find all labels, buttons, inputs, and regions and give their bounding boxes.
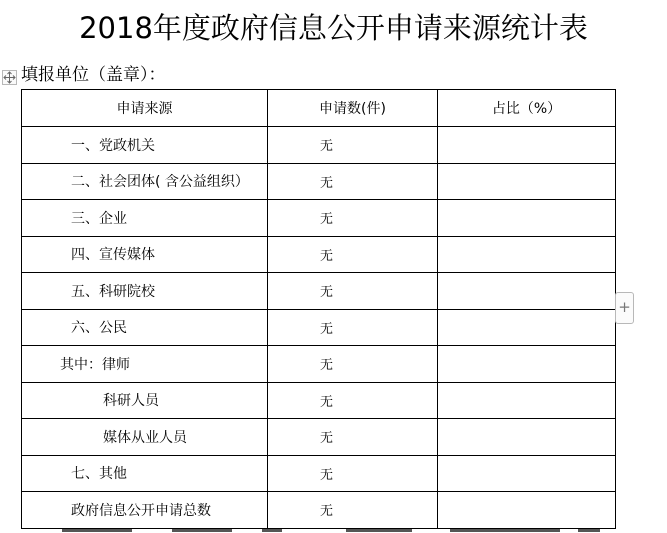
row-ratio-cell[interactable]	[438, 346, 616, 383]
row-ratio-cell[interactable]	[438, 309, 616, 346]
row-count-cell[interactable]: 无	[268, 346, 438, 383]
row-count-cell[interactable]: 无	[268, 492, 438, 529]
table-row	[22, 200, 616, 237]
clipped-next-line	[0, 529, 667, 533]
table-row	[22, 455, 616, 492]
table-row	[22, 419, 616, 456]
row-ratio-cell[interactable]	[438, 382, 616, 419]
row-ratio-cell[interactable]	[438, 200, 616, 237]
table-row	[22, 273, 616, 310]
table-row-total	[22, 492, 616, 529]
row-ratio-cell[interactable]	[438, 127, 616, 164]
table-row	[22, 382, 616, 419]
row-count-cell[interactable]: 无	[268, 419, 438, 456]
move-arrows-icon	[3, 71, 16, 84]
row-source-cell[interactable]: 媒体从业人员	[22, 419, 268, 456]
row-count-cell[interactable]: 无	[268, 200, 438, 237]
row-source-cell[interactable]: 六、公民	[22, 309, 268, 346]
header-count: 申请数(件)	[268, 90, 438, 127]
row-source-cell[interactable]: 七、其他	[22, 455, 268, 492]
row-source-cell[interactable]: 二、社会团体( 含公益组织）	[22, 163, 268, 200]
row-count-cell[interactable]: 无	[268, 309, 438, 346]
row-source-cell[interactable]: 其中：律师	[22, 346, 268, 383]
row-count-cell[interactable]: 无	[268, 273, 438, 310]
row-ratio-cell[interactable]	[438, 455, 616, 492]
row-count-cell[interactable]: 无	[268, 455, 438, 492]
row-count-cell[interactable]: 无	[268, 163, 438, 200]
table-row	[22, 346, 616, 383]
table-move-handle[interactable]	[2, 70, 17, 85]
header-source: 申请来源	[22, 90, 268, 127]
row-count-cell[interactable]: 无	[268, 236, 438, 273]
add-row-button[interactable]: +	[615, 292, 634, 324]
reporting-unit-label: 填报单位（盖章）：	[21, 65, 166, 85]
header-ratio: 占比（%）	[438, 90, 616, 127]
row-source-cell[interactable]: 一、党政机关	[22, 127, 268, 164]
row-count-cell[interactable]: 无	[268, 382, 438, 419]
row-source-cell[interactable]: 科研人员	[22, 382, 268, 419]
table-row	[22, 127, 616, 164]
row-count-cell[interactable]: 无	[268, 127, 438, 164]
table-row	[22, 163, 616, 200]
row-ratio-cell[interactable]	[438, 273, 616, 310]
row-ratio-cell[interactable]	[438, 236, 616, 273]
row-source-cell[interactable]: 政府信息公开申请总数	[22, 492, 268, 529]
table-row	[22, 236, 616, 273]
row-source-cell[interactable]: 四、宣传媒体	[22, 236, 268, 273]
row-ratio-cell[interactable]	[438, 492, 616, 529]
row-ratio-cell[interactable]	[438, 163, 616, 200]
document-title: 2018年度政府信息公开申请来源统计表	[79, 11, 588, 45]
table-row	[22, 309, 616, 346]
row-source-cell[interactable]: 五、科研院校	[22, 273, 268, 310]
row-source-cell[interactable]: 三、企业	[22, 200, 268, 237]
table-header-row	[22, 90, 616, 127]
row-ratio-cell[interactable]	[438, 419, 616, 456]
application-source-table	[21, 89, 616, 529]
